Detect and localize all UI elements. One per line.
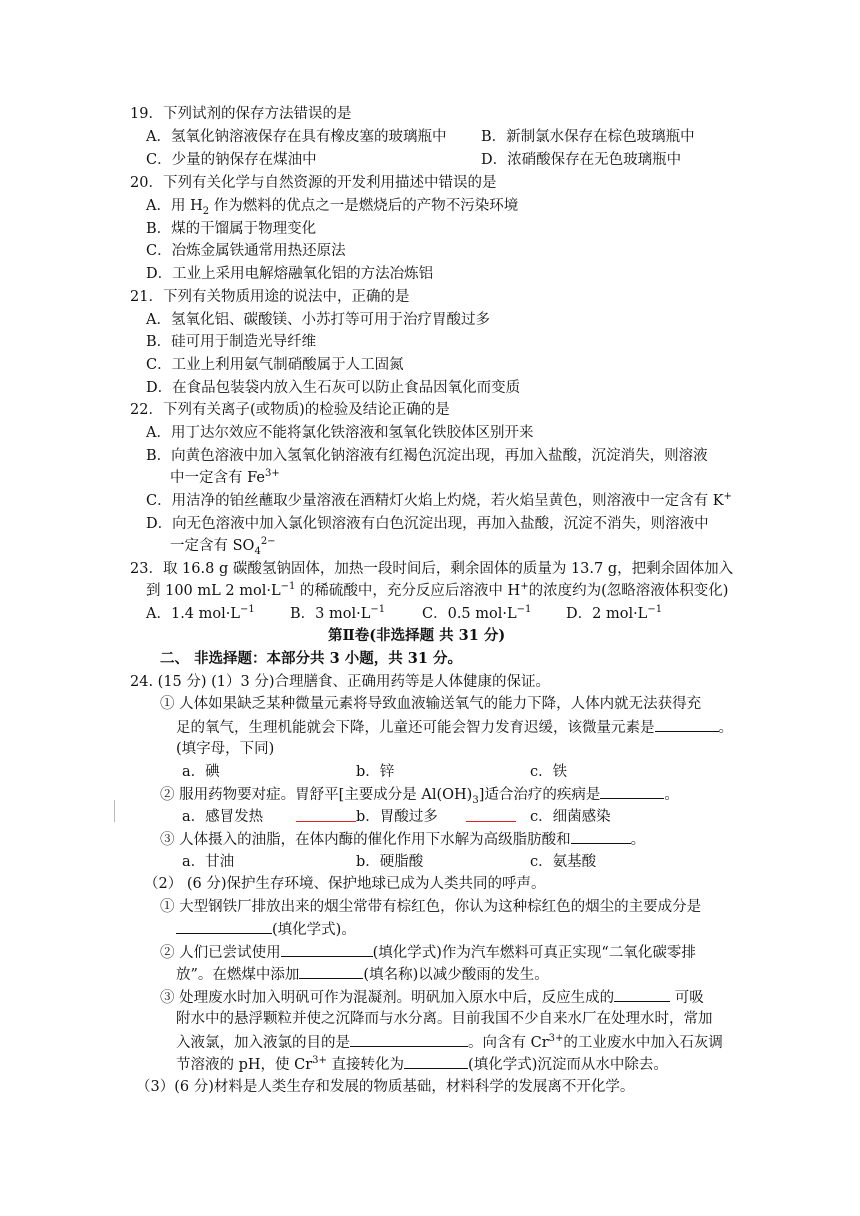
q24-s1-option-c: c．铁 [530,764,568,780]
answer-blank[interactable] [600,784,664,799]
q24-s3-option-b: b．硬脂酸 [356,854,424,870]
q24-s1-option-b: b．锌 [356,764,395,780]
q20-stem: 20．下列有关化学与自然资源的开发利用描述中错误的是 [130,175,497,191]
q24-p2-3-line4: 节溶液的 pH，使 $Cr^{3+}$ 直接转化为 (填化学式)沉淀而从水中除去。 [176,1055,668,1073]
q24-s2-option-a: a．感冒发热 [182,809,264,825]
q23-option-b: B．3 $mol\cdot L^{-1}$ [290,604,386,622]
q22-option-a: A．用丁达尔效应不能将氯化铁溶液和氢氧化铁胶体区别开来 [146,425,534,441]
q22-option-c: C．用洁净的铂丝蘸取少量溶液在酒精灯火焰上灼烧，若火焰呈黄色，则溶液中一定含有 K+ [146,491,732,509]
q22-option-d-line1: D．向无色溶液中加入氯化钡溶液有白色沉淀出现，再加入盐酸，沉淀不消失，则溶液中 [146,516,709,532]
q21-stem: 21．下列有关物质用途的说法中，正确的是 [130,289,410,305]
q20-option-b: B．煤的干馏属于物理变化 [146,221,317,237]
q24-s1-line1: ① 人体如果缺乏某种微量元素将导致血液输送氧气的能力下降，人体内就无法获得充 [160,696,702,712]
part2-section-heading: 二、 非选择题：本部分共 3 小题，共 31 分。 [160,650,463,667]
q19-option-c: C．少量的钠保存在煤油中 [146,152,317,168]
q24-s3-option-a: a．甘油 [182,854,235,870]
q24-s2-line1: ② 服用药物要对症。胃舒平[主要成分是 $Al(OH)_3$]适合治疗的疾病是 。 [160,784,679,807]
q24-s1-option-a: a．碘 [182,764,220,780]
answer-blank[interactable] [404,1054,468,1069]
q24-p2-3-line2: 附水中的悬浮颗粒并使之沉降而与水分离。目前我国不少自来水厂在处理水时，常加 [176,1011,713,1027]
answer-blank[interactable] [299,964,363,979]
q21-option-d: D．在食品包装袋内放入生石灰可以防止食品因氧化而变质 [146,380,521,396]
q24-p2-1-line1: ① 大型钢铁厂排放出来的烟尘常带有棕红色，你认为这种棕红色的烟尘的主要成分是 [160,899,702,915]
q24-part2-heading: （2） (6 分)保护生存环境、保护地球已成为人类共同的呼声。 [144,876,546,892]
q21-option-c: C．工业上利用氨气制硝酸属于人工固氮 [146,357,404,373]
q24-s1-line3: (填字母，下同) [176,741,275,757]
answer-blank[interactable] [655,717,719,732]
q19-option-a: A．氢氧化钠溶液保存在具有橡皮塞的玻璃瓶中 [146,129,447,145]
q21-option-a: A．氢氧化铝、碳酸镁、小苏打等可用于治疗胃酸过多 [146,312,490,328]
q23-option-a: A．1.4 $mol\cdot L^{-1}$ [146,604,255,622]
q20-option-d: D．工业上采用电解熔融氧化铝的方法冶炼铝 [146,266,434,282]
q24-s3-line1: ③ 人体摄入的油脂，在体内酶的催化作用下水解为高级脂肪酸和 。 [160,829,645,850]
q23-option-c: C．0.5 $mol\cdot L^{-1}$ [422,604,532,622]
answer-blank[interactable] [350,1032,468,1047]
q24-heading: 24. (15 分) (1）3 分)合理膳食、正确用药等是人体健康的保证。 [130,674,551,690]
answer-blank[interactable] [614,987,670,1002]
q22-stem: 22．下列有关离子(或物质)的检验及结论正确的是 [130,402,450,418]
q23-option-d: D．2 $mol\cdot L^{-1}$ [566,604,663,622]
q24-p2-2-line1: ② 人们已尝试使用 (填化学式)作为汽车燃料可真正实现“二氧化碳零排 [160,942,696,963]
answer-blank[interactable] [176,919,272,934]
q23-line2: 到 100 mL 2 $mol\cdot L^{-1}$ 的稀硫酸中，充分反应后溶液中 H+的浓度约为(忽略溶液体积变化) [146,581,729,599]
q24-s1-line2: 足的氧气，生理机能就会下降，儿童还可能会智力发育迟缓，该微量元素是 。 [176,717,733,738]
q24-p2-3-line1: ③ 处理废水时加入明矾可作为混凝剂。明矾加入原水中后，反应生成的 可吸 [160,987,704,1008]
q19-stem: 19．下列试剂的保存方法错误的是 [130,106,352,122]
q22-option-b-line2: 中一定含有 $Fe^{3+}$ [170,468,280,486]
q19-option-b: B．新制氯水保存在棕色玻璃瓶中 [481,129,695,145]
q24-s2-red-blank[interactable] [296,807,356,828]
q24-s2-option-c: c．细菌感染 [530,809,611,825]
q19-option-d: D．浓硝酸保存在无色玻璃瓶中 [481,152,682,168]
q24-s3-option-c: c．氨基酸 [530,854,597,870]
q21-option-b: B．硅可用于制造光导纤维 [146,334,317,350]
q24-p2-2-line2: 放”。在燃煤中添加 (填名称)以减少酸雨的发生。 [176,964,549,985]
q24-part3-heading: （3）(6 分)材料是人类生存和发展的物质基础，材料科学的发展离不开化学。 [136,1079,635,1095]
q22-option-b-line1: B．向黄色溶液中加入氢氧化钠溶液有红褐色沉淀出现，再加入盐酸，沉淀消失，则溶液 [146,448,708,464]
margin-mark [114,800,115,822]
q20-option-a: A．用 $H_2$ 作为燃料的优点之一是燃烧后的产物不污染环境 [146,198,519,217]
q20-option-c: C．冶炼金属铁通常用热还原法 [146,243,346,259]
q24-s2-option-b: b．胃酸过多 [356,809,438,825]
q24-p2-3-line3: 入液氯，加入液氯的目的是 。向含有 $Cr^{3+}$的工业废水中加入石灰调 [176,1033,723,1051]
answer-blank[interactable] [571,829,631,844]
q24-s2-red-blank-2[interactable] [466,807,516,828]
answer-blank[interactable] [281,942,373,957]
q23-line1: 23．取 16.8 g 碳酸氢钠固体，加热一段时间后，剩余固体的质量为 13.7 g，把剩余固体加入 [130,561,734,577]
q24-p2-1-line2: (填化学式)。 [176,919,356,940]
part2-title: 第Ⅱ卷(非选择题 共 31 分) [328,627,506,644]
q22-option-d-line2: 一定含有 $SO_4^{2-}$ [170,536,276,557]
